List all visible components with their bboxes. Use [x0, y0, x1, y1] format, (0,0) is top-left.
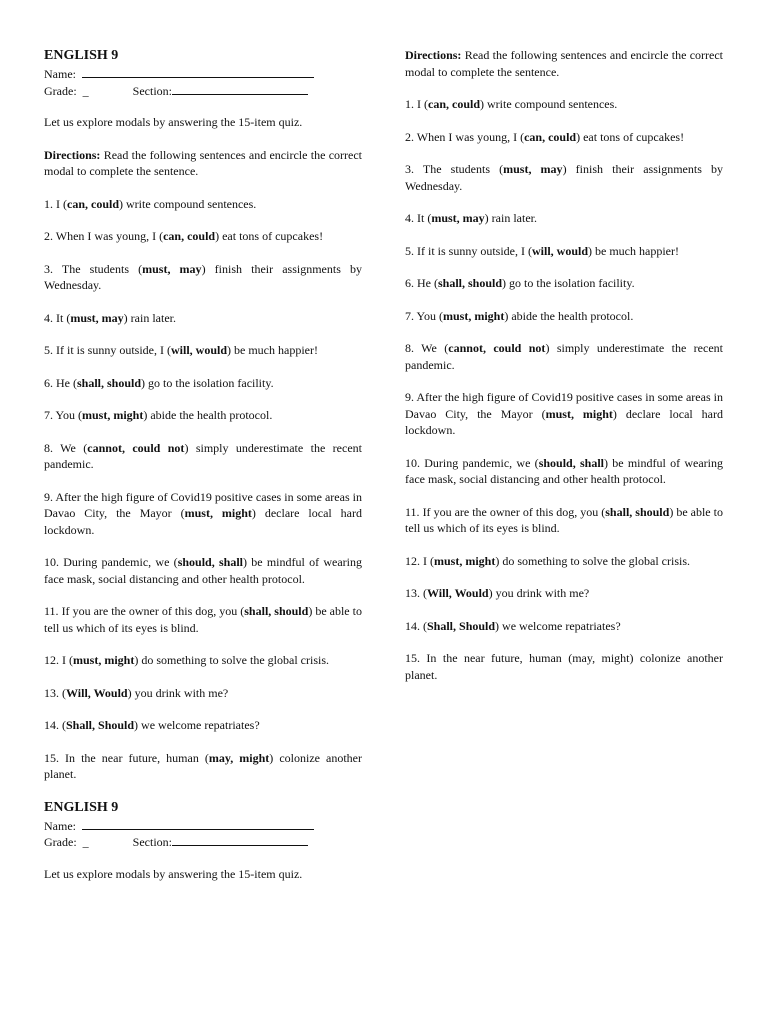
question-text: 13. (: [405, 586, 427, 600]
question-text: 5. If it is sunny outside, I (: [405, 243, 532, 258]
question-text-end: ) declare local hard lockdown.: [405, 406, 723, 437]
modal-choices[interactable]: can, could: [163, 229, 216, 243]
question-text: 11. If you are the owner of this dog, you (: [405, 504, 606, 519]
worksheet-title: ENGLISH 9: [44, 48, 119, 63]
question-text: 15. In the near future, human (: [44, 750, 209, 765]
question-item: [405, 504, 723, 537]
question-item: [44, 750, 362, 783]
question-text: 8. We (: [44, 440, 88, 455]
grade-section-row: [44, 82, 362, 99]
question-text: 12. I (: [44, 653, 73, 667]
question-text: 15. In the near future, human (may, might) colonize another planet.: [405, 651, 723, 682]
question-text-end: ) you drink with me?: [127, 685, 229, 700]
question-item: [405, 650, 723, 683]
modal-choices[interactable]: shall, should: [77, 375, 142, 390]
question-text-end: ) do something to solve the global crisis.: [495, 553, 690, 568]
modal-choices[interactable]: can, could: [428, 97, 481, 111]
modal-choices[interactable]: cannot, could not: [448, 341, 546, 355]
question-text: 14. (: [44, 718, 66, 732]
question-item: [405, 161, 723, 194]
quiz-intro-2: Let us explore modals by answering the 15-item quiz.: [44, 866, 303, 881]
question-list: [44, 196, 362, 783]
modal-choices[interactable]: must, might: [443, 308, 505, 323]
modal-choices[interactable]: must, might: [545, 406, 613, 421]
modal-choices[interactable]: must, might: [82, 408, 144, 422]
directions-text-right: Read the following sentences and encircle the correct modal to complete the sentence.: [405, 48, 723, 79]
question-item: [44, 261, 362, 294]
question-text: 6. He (: [405, 276, 438, 290]
question-text: 14. (: [405, 618, 427, 633]
modal-choices[interactable]: should, shall: [538, 455, 604, 470]
question-text-end: ) eat tons of cupcakes!: [576, 129, 685, 144]
modal-choices[interactable]: must, may: [503, 162, 563, 176]
modal-choices[interactable]: Will, Would: [66, 685, 128, 700]
question-item: [44, 554, 362, 587]
question-text-end: ) eat tons of cupcakes!: [215, 229, 324, 243]
name-field-row: [44, 65, 362, 82]
modal-choices[interactable]: can, could: [67, 196, 120, 211]
question-item: [44, 717, 362, 734]
modal-choices[interactable]: Shall, Should: [66, 718, 135, 732]
directions-right: [405, 47, 723, 80]
question-item: [44, 375, 362, 392]
modal-choices[interactable]: may, might: [208, 750, 270, 765]
question-text: 3. The students (: [405, 162, 504, 176]
directions: [44, 147, 362, 180]
question-text-end: ) finish their assignments by Wednesday.: [405, 162, 723, 193]
name-label-2: Name:: [44, 818, 76, 833]
question-item: [405, 340, 723, 373]
modal-choices[interactable]: will, would: [532, 243, 589, 258]
question-text: 7. You (: [44, 408, 83, 422]
question-item: [405, 275, 723, 292]
question-text-end: ) we welcome repatriates?: [134, 718, 260, 732]
question-item: [44, 310, 362, 327]
directions-text: Read the following sentences and encircle the correct modal to complete the sentence.: [44, 147, 362, 178]
name-blank-line-2[interactable]: [82, 817, 314, 830]
directions-label: Directions:: [44, 147, 101, 162]
left-column: [44, 0, 362, 882]
question-list-right: [405, 96, 723, 683]
modal-choices[interactable]: must, might: [73, 653, 135, 667]
grade-section-row-2: [44, 833, 362, 850]
question-text: 2. When I was young, I (: [405, 129, 525, 144]
question-text: 2. When I was young, I (: [44, 229, 164, 243]
question-item: [405, 389, 723, 439]
question-text-end: ) declare local hard lockdown.: [44, 506, 362, 537]
question-item: [44, 685, 362, 702]
grade-blank[interactable]: _: [82, 83, 89, 98]
question-text-end: ) be much happier!: [588, 243, 679, 258]
question-text-end: ) be mindful of wearing face mask, social distancing and other health protocol.: [405, 455, 724, 486]
modal-choices[interactable]: Will, Would: [427, 586, 489, 600]
question-text-end: ) colonize another planet.: [44, 750, 362, 781]
modal-choices[interactable]: should, shall: [177, 555, 243, 569]
question-item: [44, 489, 362, 539]
worksheet-title-2: ENGLISH 9: [44, 799, 119, 815]
question-text-end: ) go to the isolation facility.: [141, 375, 274, 390]
question-text-end: ) simply underestimate the recent pandemic.: [405, 341, 723, 372]
question-item: [405, 553, 723, 570]
directions-label-right: Directions:: [405, 48, 462, 62]
name-label: Name:: [44, 67, 76, 81]
question-item: [44, 228, 362, 245]
question-text: 12. I (: [405, 553, 434, 568]
question-text-end: ) write compound sentences.: [480, 97, 618, 111]
question-text-end: ) be able to tell us which of its eyes is blind.: [405, 504, 723, 535]
modal-choices[interactable]: shall, should: [244, 604, 309, 618]
question-item: [405, 618, 723, 635]
question-text-end: ) rain later.: [123, 310, 176, 325]
modal-choices[interactable]: shall, should: [438, 276, 503, 290]
question-text: 11. If you are the owner of this dog, you (: [44, 604, 245, 618]
question-text-end: ) abide the health protocol.: [143, 408, 273, 422]
grade-label-2: Grade:: [44, 835, 77, 849]
question-text-end: ) rain later.: [484, 211, 537, 225]
modal-choices[interactable]: must, may: [142, 261, 202, 276]
quiz-intro: Let us explore modals by answering the 15-item quiz.: [44, 115, 303, 129]
section-blank-line[interactable]: [172, 82, 308, 95]
section-label: Section:: [132, 83, 172, 98]
question-text: 1. I (: [405, 97, 428, 111]
question-item: [44, 196, 362, 213]
modal-choices[interactable]: must, might: [184, 506, 252, 520]
question-item: [44, 407, 362, 424]
question-text: 10. During pandemic, we (: [44, 555, 178, 569]
question-text-end: ) we welcome repatriates?: [495, 618, 621, 633]
right-column: [405, 0, 723, 683]
question-item: [405, 585, 723, 602]
section-label-2: Section:: [132, 835, 172, 849]
name-field-row-2: [44, 817, 362, 834]
question-item: [405, 96, 723, 113]
question-text: 8. We (: [405, 341, 449, 355]
section-blank-line-2[interactable]: [172, 833, 308, 846]
question-text: 4. It (: [405, 211, 432, 225]
question-text: 9. After the high figure of Covid19 positive cases in some areas in Davao City, the Mayor (: [44, 489, 362, 520]
question-text: 10. During pandemic, we (: [405, 455, 539, 470]
question-text: 4. It (: [44, 310, 71, 325]
modal-choices[interactable]: cannot, could not: [87, 440, 185, 455]
question-item: [405, 129, 723, 146]
modal-choices[interactable]: must, may: [70, 310, 124, 325]
question-text-end: ) be able to tell us which of its eyes is blind.: [44, 604, 362, 635]
question-item: [44, 440, 362, 473]
question-text: 13. (: [44, 685, 66, 700]
question-text-end: ) do something to solve the global crisis.: [134, 653, 329, 667]
modal-choices[interactable]: shall, should: [605, 504, 670, 519]
question-item: [405, 243, 723, 260]
modal-choices[interactable]: will, would: [171, 343, 228, 357]
question-text: 9. After the high figure of Covid19 positive cases in some areas in Davao City, the Mayor (: [405, 390, 723, 421]
question-text-end: ) go to the isolation facility.: [502, 276, 635, 290]
question-item: [44, 603, 362, 636]
grade-label: Grade:: [44, 83, 77, 98]
question-text: 1. I (: [44, 196, 67, 211]
question-text-end: ) simply underestimate the recent pandemic.: [44, 440, 362, 471]
grade-blank-2[interactable]: _: [82, 835, 89, 849]
question-text-end: ) write compound sentences.: [119, 196, 257, 211]
question-item: [405, 210, 723, 227]
modal-choices[interactable]: Shall, Should: [427, 618, 496, 633]
question-text: 7. You (: [405, 308, 444, 323]
question-item: [44, 652, 362, 669]
modal-choices[interactable]: must, may: [431, 211, 485, 225]
question-item: [405, 455, 723, 488]
question-text-end: ) be mindful of wearing face mask, social distancing and other health protocol.: [44, 555, 363, 586]
modal-choices[interactable]: can, could: [524, 129, 577, 144]
question-text: 6. He (: [44, 375, 77, 390]
question-text: 3. The students (: [44, 261, 143, 276]
modal-choices[interactable]: must, might: [434, 553, 496, 568]
question-text-end: ) finish their assignments by Wednesday.: [44, 261, 362, 292]
question-item: [405, 308, 723, 325]
question-item: [44, 342, 362, 359]
name-blank-line[interactable]: [82, 65, 314, 78]
question-text-end: ) abide the health protocol.: [504, 308, 634, 323]
question-text-end: ) be much happier!: [227, 343, 318, 357]
question-text-end: ) you drink with me?: [488, 586, 590, 600]
question-text: 5. If it is sunny outside, I (: [44, 343, 171, 357]
